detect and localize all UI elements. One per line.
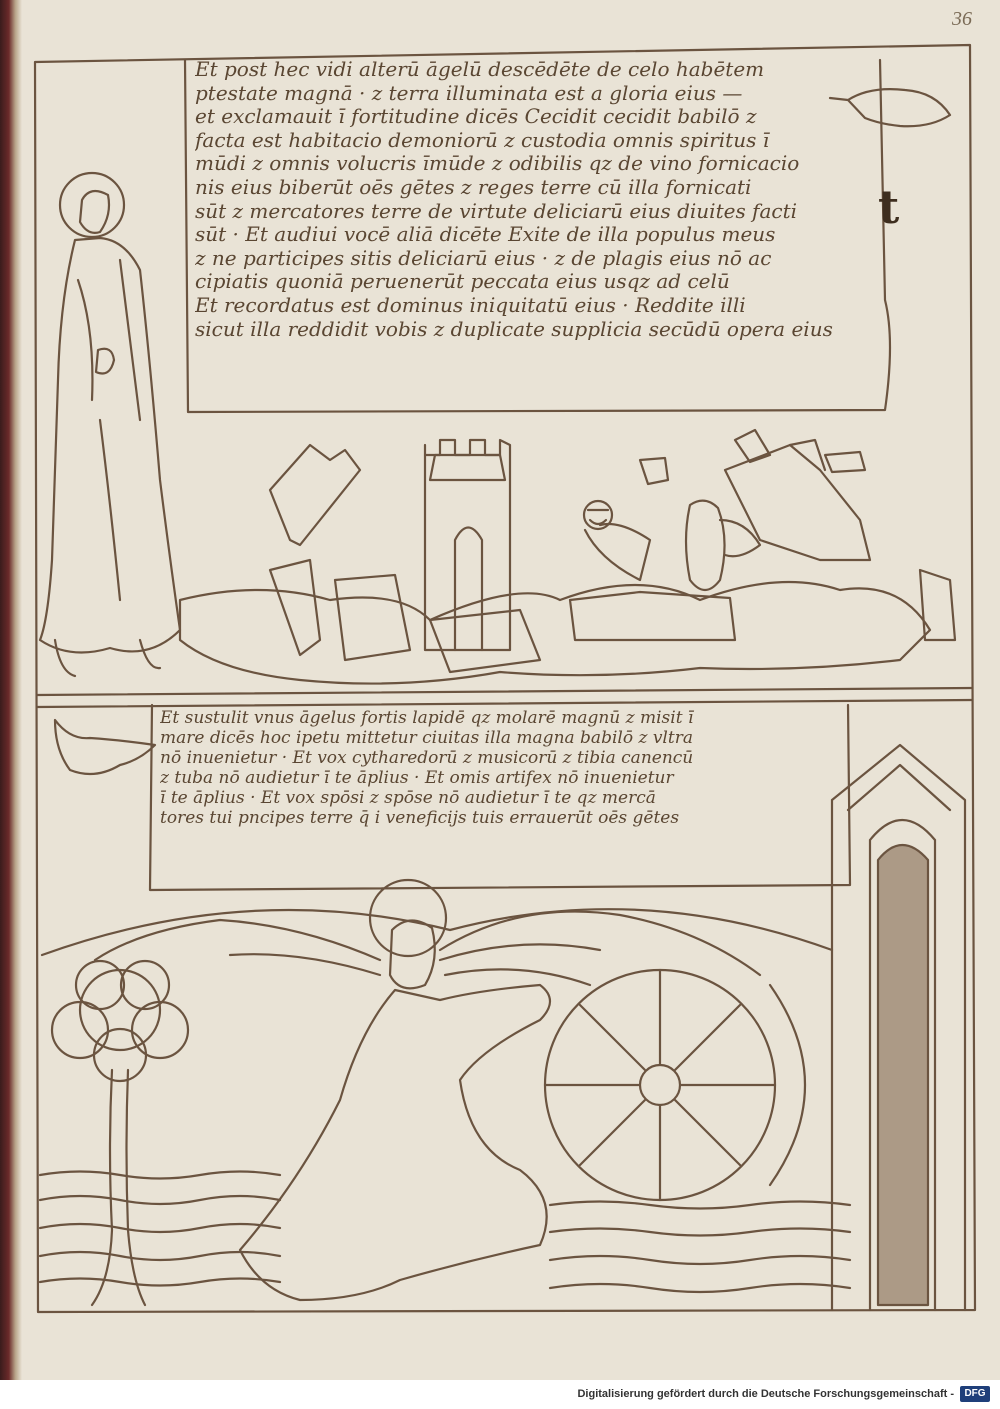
inscription-line: ī te āplius · Et vox spōsi z spōse nō audietur ī te qz mercā (160, 788, 656, 809)
digitization-footer (0, 1380, 1000, 1409)
inscription-line: Et recordatus est dominus iniquitatū eius · Reddite illi (195, 293, 746, 317)
inscription-line: nis eius biberūt oēs gētes z reges terre cū illa fornicati (195, 175, 752, 199)
inscription-line: sicut illa reddidit vobis z duplicate supplicia secūdū opera eius (195, 317, 833, 341)
tree (52, 961, 188, 1305)
water-waves (40, 1172, 850, 1293)
dfg-logo[interactable]: DFG (960, 1386, 990, 1402)
initial-letter: t (878, 180, 900, 234)
folio-number: 36 (952, 8, 972, 30)
inscription-line: ptestate magnā · z terra illuminata est a gloria eius — (195, 81, 743, 105)
inscription-line: sūt z mercatores terre de virtute deliciarū eius diuites facti (195, 199, 798, 223)
gothic-doorway (832, 745, 965, 1310)
inscription-line: cipiatis quoniā peruenerūt peccata eius usqz ad celū (195, 270, 730, 294)
angel-with-millstone (95, 880, 805, 1300)
inscription-line: tores tui pncipes terre q̄ i veneficijs tuis errauerūt oēs gētes (160, 808, 680, 829)
funding-credit: Digitalisierung gefördert durch die Deutsche Forschungsgemeinschaft - (577, 1388, 954, 1400)
lower-inscription (160, 708, 850, 828)
inscription-line: z ne participes sitis deliciarū eius · z de plagis eius nō ac (195, 246, 772, 270)
inscription-line: mūdi z omnis volucris īmūde z odibilis qz de vino fornicacio (195, 152, 800, 176)
saint-john-figure (40, 173, 180, 676)
pointing-hand-lower (55, 720, 155, 774)
inscription-line: et exclamauit ī fortitudine dicēs Cecidit cecidit babilō z (195, 105, 757, 129)
inscription-line: nō inuenietur · Et vox cytharedorū z musicorū z tibia canencū (160, 748, 694, 769)
inscription-line: z tuba nō audietur ī te āplius · Et omis artifex nō inuenietur (160, 768, 674, 789)
inscription-line: Et sustulit vnus āgelus fortis lapidē qz molarē magnū z misit ī (160, 708, 694, 728)
ruined-city (180, 430, 955, 684)
inscription-line: sūt · Et audiui vocē aliā dicēte Exite de illa populus meus (195, 223, 776, 247)
inscription-line: facta est habitacio demoniorū z custodia omnis spiritus ī (195, 128, 770, 152)
scene-divider (37, 688, 972, 707)
upper-inscription (195, 58, 885, 341)
inscription-line: Et post hec vidi alterū āgelū descēdēte de celo habētem (195, 58, 765, 81)
inscription-line: mare dicēs hoc ipetu mittetur ciuitas illa magna babilō z vltra (160, 728, 693, 749)
